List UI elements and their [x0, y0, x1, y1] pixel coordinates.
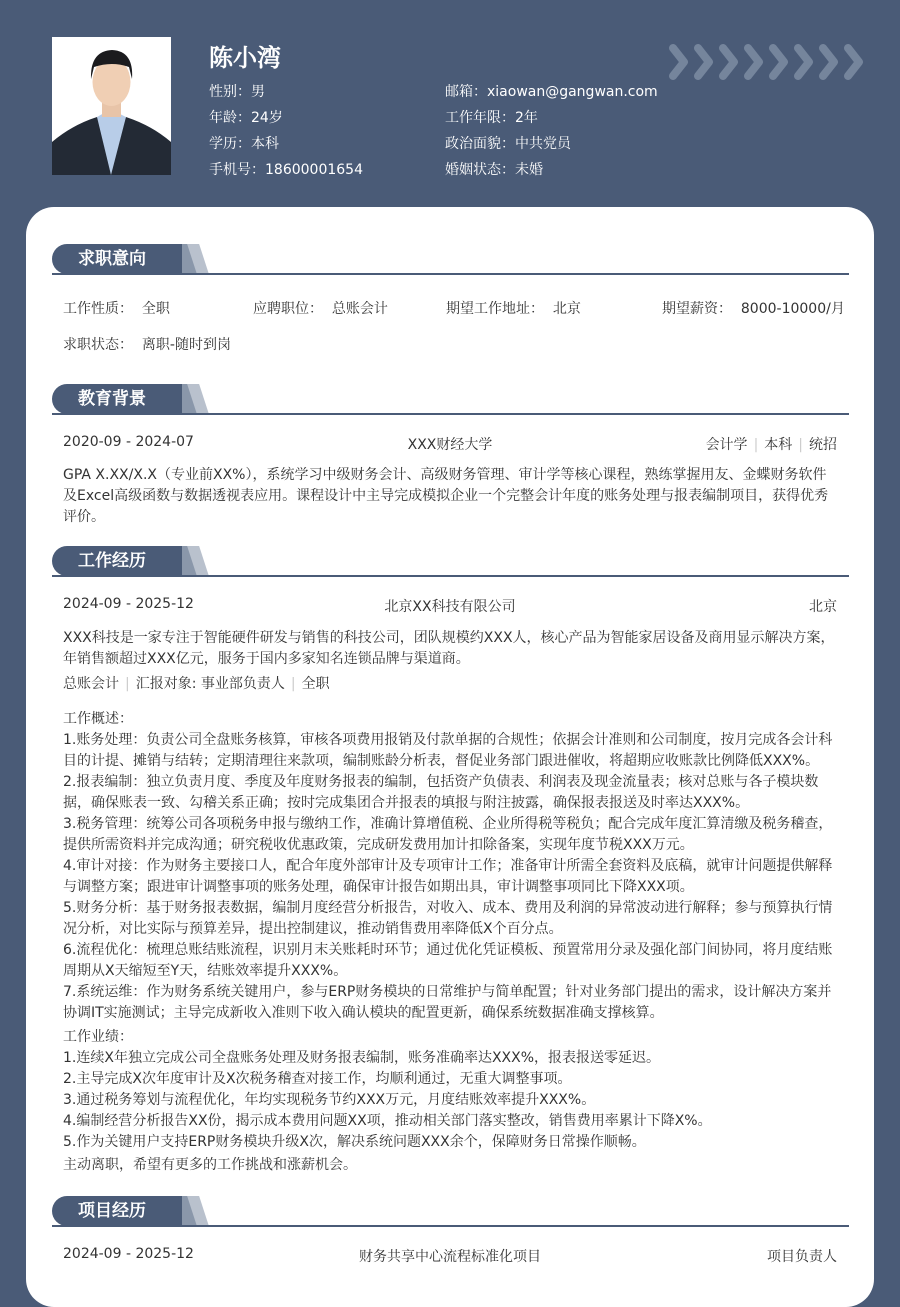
achievement-item: 3.通过税务筹划与流程优化，年均实现税务节约XXX万元，月度结账效率提升XXX%。 — [63, 1092, 596, 1108]
job-status: 求职状态： 离职-随时到岗 — [63, 337, 231, 353]
gender: 性别：男 — [209, 84, 265, 100]
section-title: 工作经历 — [52, 546, 182, 576]
work-achievements — [63, 1027, 839, 1153]
basic-info-right — [445, 79, 658, 183]
work-tags: 总账会计 | 汇报对象: 事业部负责人 | 全职 — [63, 676, 330, 692]
work-city: 北京 — [809, 599, 837, 615]
political-status: 政治面貌：中共党员 — [445, 136, 571, 152]
project-role: 项目负责人 — [767, 1249, 837, 1265]
overview-item: 2.报表编制：独立负责月度、季度及年度财务报表的编制，包括资产负债表、利润表及现金流量表；核对总账与各子模块数据，确保账表一致、勾稽关系正确；按时完成集团合并报表的填报与附注披露，确保报表报送及时率达XXX%。 — [63, 774, 819, 811]
project-name: 财务共享中心流程标准化项目 — [359, 1249, 541, 1265]
job-location: 期望工作地址： 北京 — [446, 301, 581, 317]
overview-item: 5.财务分析：基于财务报表数据，编制月度经营分析报告，对收入、成本、费用及利润的异常波动进行解释；参与预算执行情况分析，对比实际与预算差异，提出控制建议，推动销售费用率降低X个百分点。 — [63, 900, 833, 937]
marital-status: 婚姻状态：未婚 — [445, 162, 543, 178]
chevron-decoration-icon — [668, 43, 874, 81]
education-description: GPA X.XX/X.X（专业前XX%），系统学习中级财务会计、高级财务管理、审计学等核心课程，熟练掌握用友、金蝶财务软件及Excel高级函数与数据透视表应用。课程设计中主导完成模拟企业一个完整会计年度的账务处理与报表编制项目，获得优秀评价。 — [63, 467, 829, 525]
employment-type: 全职 — [301, 676, 330, 692]
school-name: XXX财经大学 — [407, 437, 493, 453]
work-overview — [63, 709, 839, 1024]
candidate-name: 陈小湾 — [209, 44, 281, 72]
achievement-item: 4.编制经营分析报告XX份，揭示成本费用问题XX项，推动相关部门落实整改，销售费用率累计下降X%。 — [63, 1113, 712, 1129]
work-years: 工作年限：2年 — [445, 110, 538, 126]
overview-item: 6.流程优化：梳理总账结账流程，识别月末关账耗时环节；通过优化凭证模板、预置常用分录及强化部门间协同，将月度结账周期从X天缩短至Y天，结账效率提升XXX%。 — [63, 942, 833, 979]
job-type: 工作性质： 全职 — [63, 301, 170, 317]
profile-photo — [52, 37, 171, 175]
overview-item: 3.税务管理：统筹公司各项税务申报与缴纳工作，准确计算增值税、企业所得税等税负；配合完成年度汇算清缴及税务稽查，提供所需资料并完成沟通；研究税收优惠政策，完成研发费用加计扣除备案，实现年度节税XXX万元。 — [63, 816, 833, 853]
achievements-label: 工作业绩： — [63, 1029, 133, 1045]
basic-info-left — [209, 79, 363, 183]
section-title: 教育背景 — [52, 384, 182, 414]
section-header-education — [52, 384, 849, 415]
overview-item: 7.系统运维：作为财务系统关键用户，参与ERP财务模块的日常维护与简单配置；针对业务部门提出的需求，设计解决方案并协调IT实施测试；主导完成新收入准则下收入确认模块的配置更新，确保系统数据准确支撑核算。 — [63, 984, 832, 1021]
leave-reason: 主动离职，希望有更多的工作挑战和涨薪机会。 — [63, 1157, 357, 1173]
age: 年龄：24岁 — [209, 110, 283, 126]
overview-item: 4.审计对接：作为财务主要接口人，配合年度外部审计及专项审计工作；准备审计所需全套资料及底稿，就审计问题提供解释与调整方案；跟进审计调整事项的账务处理，确保审计报告如期出具，审计调整事项同比下降XXX项。 — [63, 858, 833, 895]
section-title: 项目经历 — [52, 1196, 182, 1226]
work-date: 2024-09 - 2025-12 — [63, 596, 194, 612]
section-header-intent — [52, 244, 849, 275]
major: 会计学 — [705, 437, 748, 453]
section-header-project — [52, 1196, 849, 1227]
education-tags: 会计学 | 本科 | 统招 — [705, 437, 837, 453]
education-level: 学历：本科 — [209, 136, 279, 152]
overview-label: 工作概述： — [63, 711, 133, 727]
company-intro: XXX科技是一家专注于智能硬件研发与销售的科技公司，团队规模约XXX人，核心产品为智能家居设备及商用显示解决方案，年销售额超过XXX亿元，服务于国内多家知名连锁品牌与渠道商。 — [63, 630, 835, 667]
job-position: 应聘职位： 总账会计 — [253, 301, 388, 317]
degree: 本科 — [764, 437, 793, 453]
email: 邮箱：xiaowan@gangwan.com — [445, 84, 658, 100]
job-title: 总账会计 — [63, 676, 119, 692]
overview-item: 1.账务处理：负责公司全盘账务核算，审核各项费用报销及付款单据的合规性；依据会计准则和公司制度，按月完成各会计科目的计提、摊销与结转；定期清理往来款项，编制账龄分析表，督促业务部门跟进催收，将超期应收账款比例降低XXX%。 — [63, 732, 833, 769]
phone: 手机号：18600001654 — [209, 162, 363, 178]
education-row — [63, 434, 837, 454]
education-date: 2020-09 - 2024-07 — [63, 434, 194, 450]
enrollment-type: 统招 — [809, 437, 837, 453]
project-date: 2024-09 - 2025-12 — [63, 1246, 194, 1262]
section-title: 求职意向 — [52, 244, 182, 274]
achievement-item: 5.作为关键用户支持ERP财务模块升级X次，解决系统问题XXX余个，保障财务日常操作顺畅。 — [63, 1134, 646, 1150]
company-name: 北京XX科技有限公司 — [384, 599, 516, 615]
achievement-item: 1.连续X年独立完成公司全盘账务处理及财务报表编制，账务准确率达XXX%，报表报送零延迟。 — [63, 1050, 661, 1066]
achievement-item: 2.主导完成X次年度审计及X次税务稽查对接工作，均顺利通过，无重大调整事项。 — [63, 1071, 572, 1087]
project-row — [63, 1246, 837, 1266]
reports-to: 汇报对象: 事业部负责人 — [135, 676, 285, 692]
work-row — [63, 596, 837, 616]
section-header-work — [52, 546, 849, 577]
expected-salary: 期望薪资： 8000-10000/月 — [662, 301, 845, 317]
